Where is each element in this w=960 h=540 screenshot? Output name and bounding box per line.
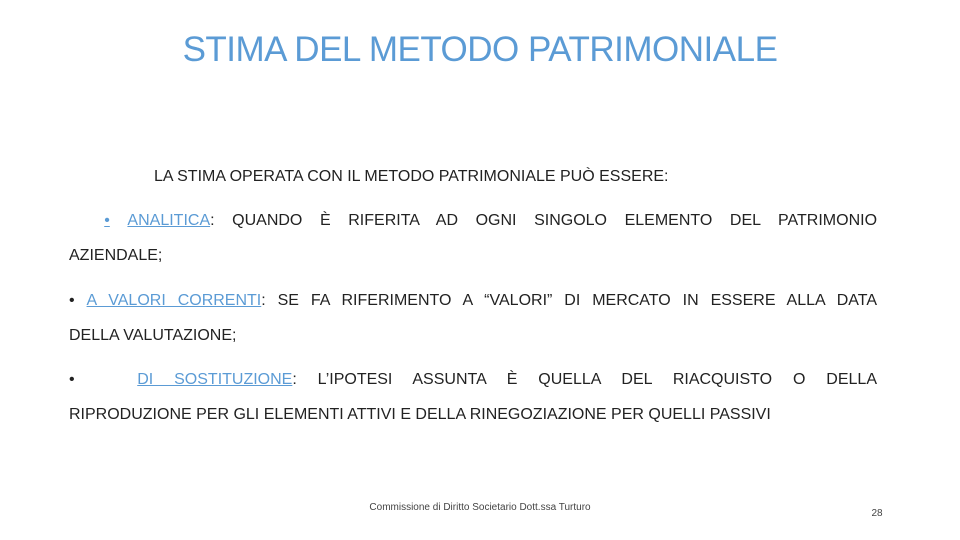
bullet-icon: •: [69, 371, 75, 388]
list-item-valori-correnti: [69, 283, 877, 353]
item-text-continued: RIPRODUZIONE PER GLI ELEMENTI ATTIVI E DELLA RINEGOZIAZIONE PER QUELLI PASSIVI: [69, 406, 771, 423]
list-item-analitica: [69, 203, 877, 273]
item-text: : QUANDO È RIFERITA AD OGNI SINGOLO ELEMENTO DEL PATRIMONIO: [210, 212, 878, 229]
footer-text: Commissione di Diritto Societario Dott.ssa Turturo: [369, 502, 591, 513]
bullet-icon: •: [104, 212, 110, 229]
intro-text: LA STIMA OPERATA CON IL METODO PATRIMONIALE PUÒ ESSERE:: [154, 168, 669, 185]
slide-title: STIMA DEL METODO PATRIMONIALE: [182, 30, 778, 69]
page-number: 28: [871, 508, 883, 519]
item-text: : SE FA RIFERIMENTO A “VALORI” DI MERCATO IN ESSERE ALLA DATA: [261, 292, 878, 309]
term-valori-correnti: A VALORI CORRENTI: [86, 292, 262, 309]
item-text-continued: DELLA VALUTAZIONE;: [69, 327, 237, 344]
item-text: : L’IPOTESI ASSUNTA È QUELLA DEL RIACQUISTO O DELLA: [292, 371, 878, 388]
term-analitica: ANALITICA: [127, 212, 211, 229]
bullet-icon: •: [69, 292, 75, 309]
list-item-sostituzione: [69, 362, 877, 432]
term-sostituzione: DI SOSTITUZIONE: [137, 371, 293, 388]
item-text-continued: AZIENDALE;: [69, 247, 163, 264]
